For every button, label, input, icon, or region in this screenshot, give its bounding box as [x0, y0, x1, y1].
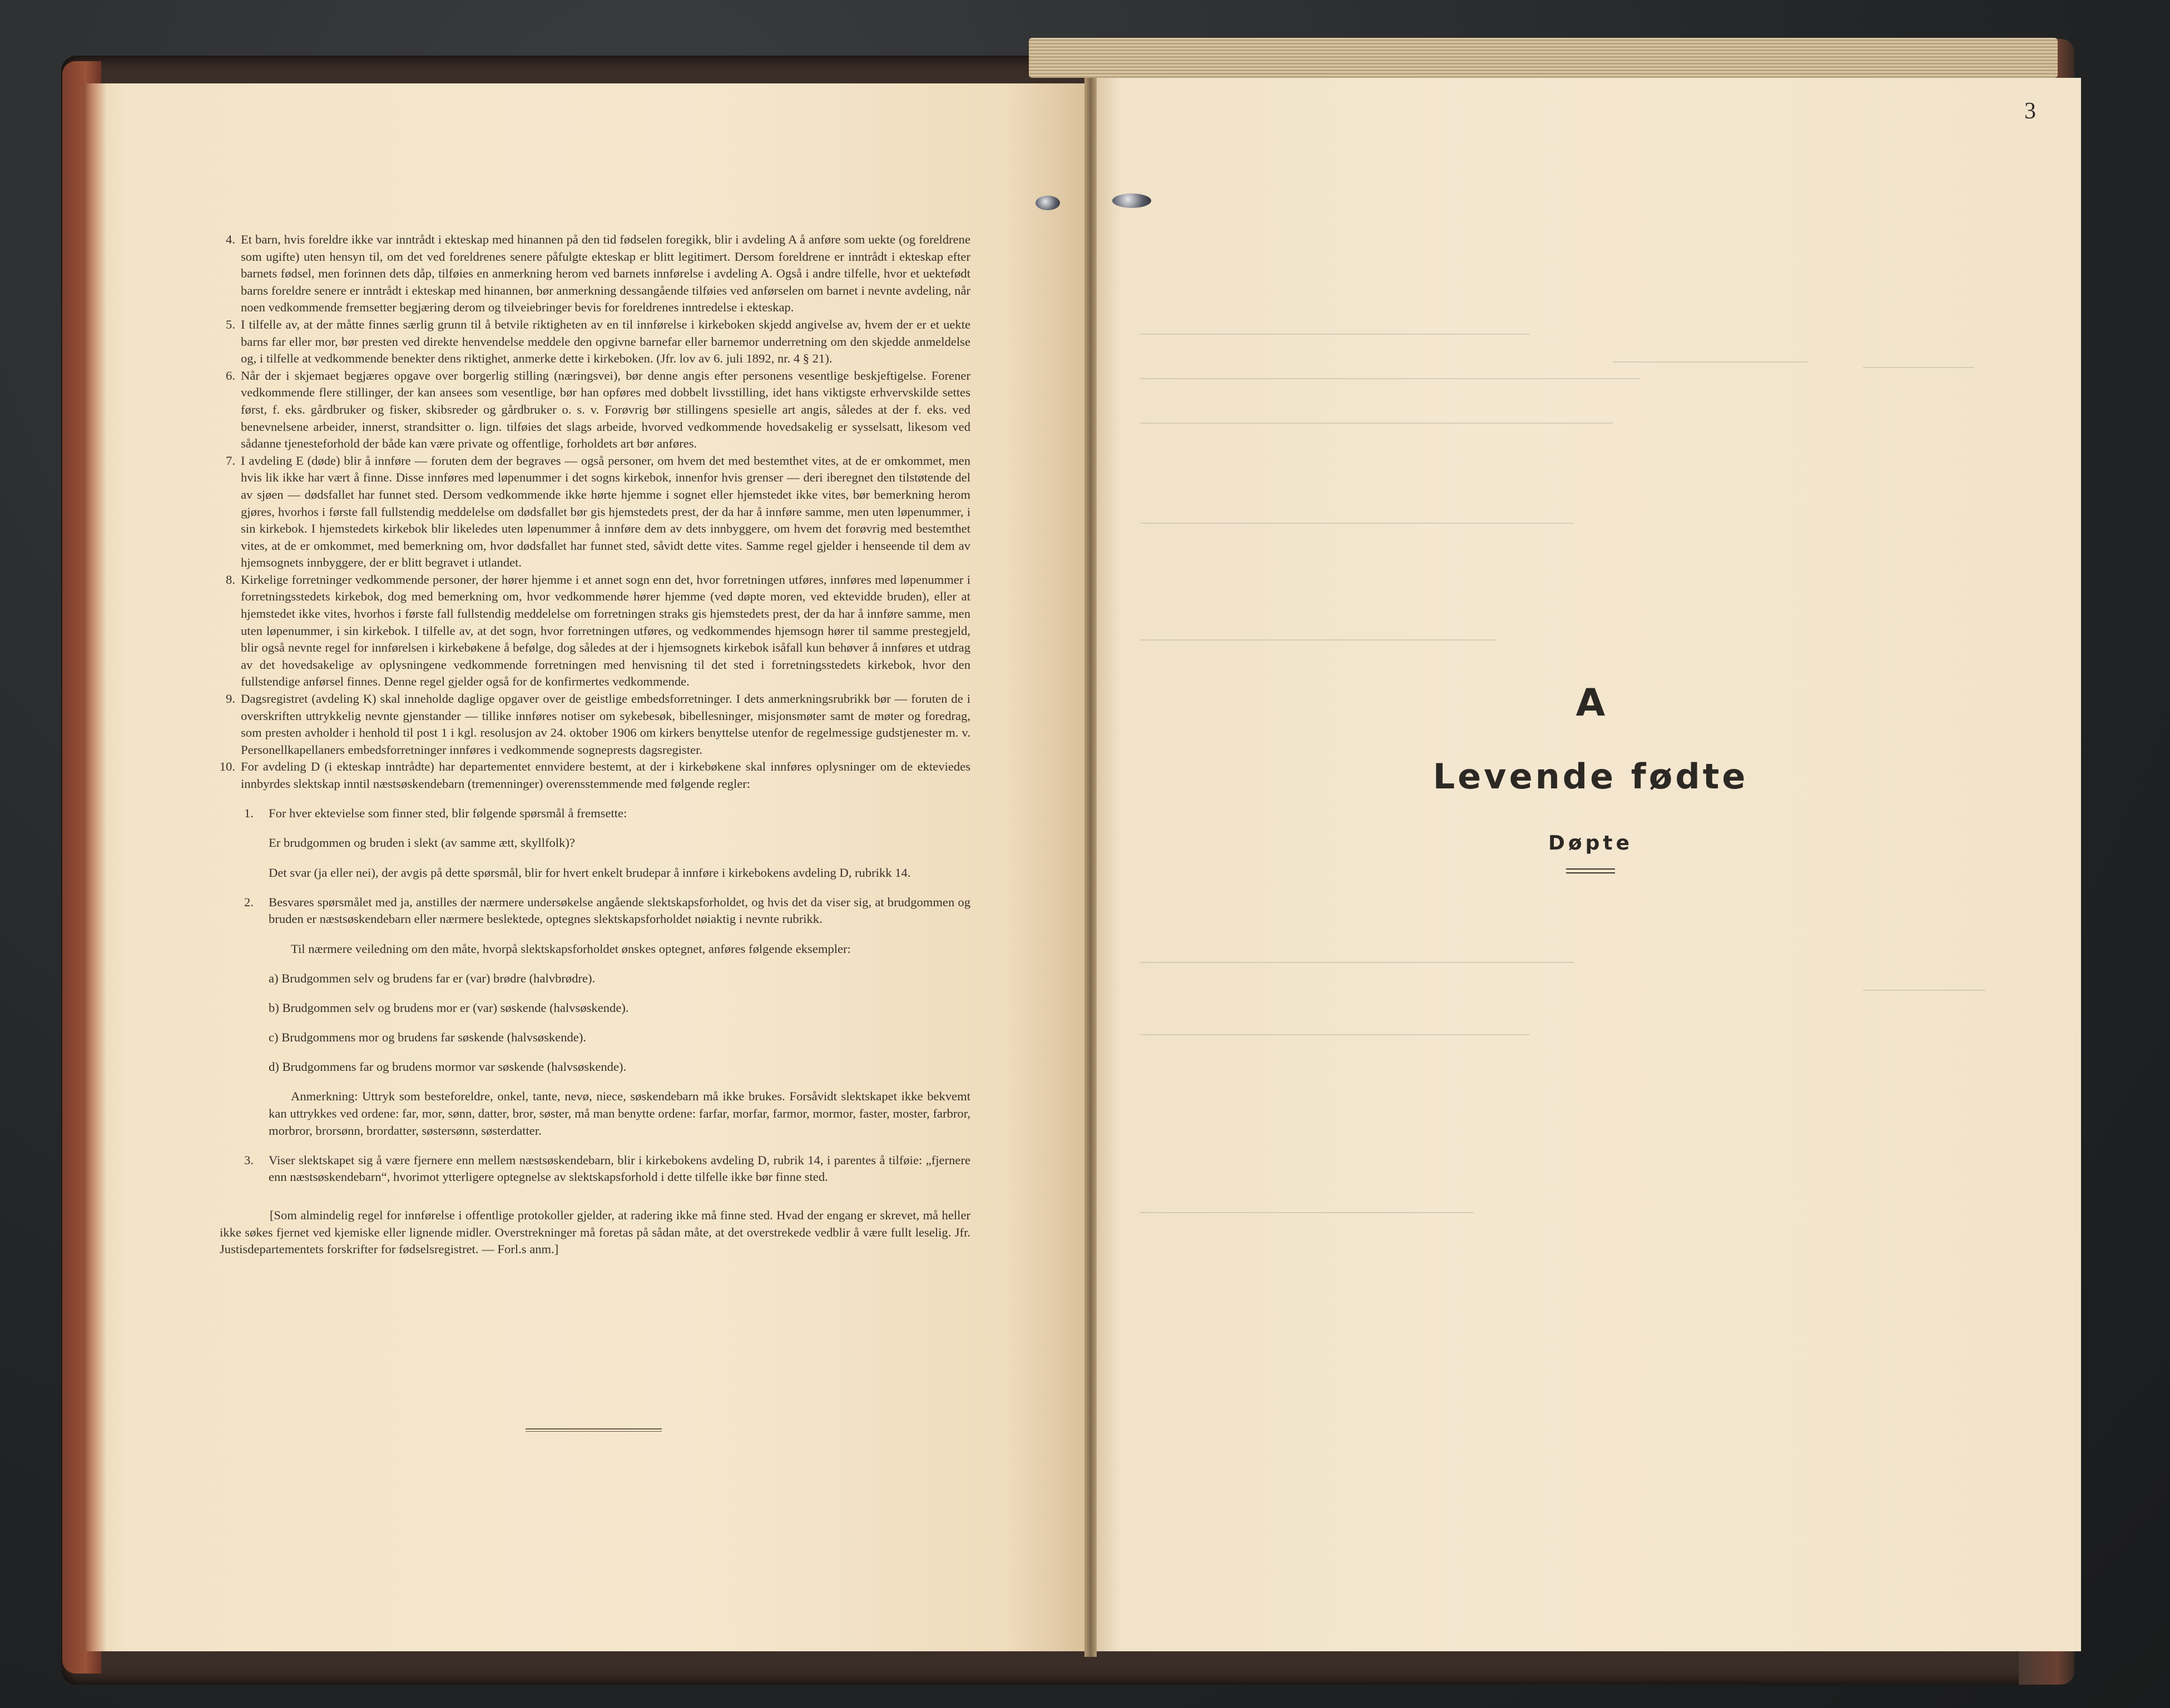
- sub-item-number: 1.: [244, 806, 254, 821]
- binding-pin-left: [1036, 196, 1060, 210]
- example-line: a) Brudgommen selv og brudens far er (var) brødre (halvbrødre).: [269, 971, 596, 985]
- sub-item-question: Er brudgommen og bruden i slekt (av samme ætt, skyllfolk)?: [269, 836, 575, 850]
- bleed-through-line: [1140, 639, 1496, 640]
- bleed-through-line: [1140, 334, 1529, 335]
- sub-item-text: Besvares spørsmålet med ja, anstilles der nærmere undersøkelse angående slektskapsforholdet, og hvis det da viser sig, at brudgommen og bruden er næstsøskendebarn eller nærmere beslektede, optegnes slektskapsforholdet nøiaktig i nevnte rubrikk.: [269, 895, 970, 926]
- sub-item-number: 3.: [244, 1153, 254, 1167]
- bleed-through-line: [1140, 962, 1574, 963]
- item-text: I tilfelle av, at der måtte finnes særlig grunn til å betvile riktigheten av en til innførelse i kirkeboken skjedd angivelse av, hvem der er et uekte barns far eller mor, bør presten ved direkte henvendelse meddele den opgivne barnefar eller barnemor underretning om den skjedde anmeldelse og, i tilfelle at vedkommende benekter dens riktighet, anmerke dette i kirkeboken. (Jfr. lov av 6. juli 1892, nr. 4 § 21).: [241, 317, 970, 366]
- instruction-item: [220, 453, 970, 572]
- instruction-item: [220, 316, 970, 368]
- sub-item-3: [220, 1152, 970, 1186]
- sub-item-1: [220, 805, 970, 822]
- closing-note: [Som almindelig regel for innførelse i offentlige protokoller gjelder, at radering ikke må finne sted. Hvad der engang er skrevet, må heller ikke søkes fjernet ved kjemiske eller lignende midler. Overstrekninger må foretas på sådan måte, at det overstrekede vedblir å være fullt leselig. Jfr. Justisdepartementets forskrifter for fødselsregistret. — Forl.s anm.]: [220, 1208, 970, 1257]
- item-number: 9.: [226, 692, 235, 706]
- instruction-item: [220, 758, 970, 792]
- item-number: 7.: [226, 453, 235, 468]
- bleed-through-line: [1140, 378, 1641, 379]
- sub-item-2: [220, 894, 970, 928]
- instructions-text: [220, 231, 970, 1270]
- page-number: 3: [2024, 98, 2036, 124]
- page-edges: [1029, 38, 2058, 78]
- item-number: 10.: [219, 759, 235, 774]
- item-number: 6.: [226, 368, 235, 383]
- divider-rule: [526, 1428, 662, 1432]
- book-gutter: [1084, 78, 1097, 1657]
- example-line: d) Brudgommens far og brudens mormor var søskende (halvsøskende).: [269, 1060, 627, 1074]
- instruction-item: [220, 691, 970, 758]
- bleed-through-line: [1863, 990, 1985, 991]
- item-text: Dagsregistret (avdeling K) skal inneholde daglige opgaver over de geistlige embedsforretninger. I dets anmerkningsrubrikk bør — foruten de i overskriften uttrykkelig nevnte gjenstander — tillike innføres notiser om sykebesøk, bibellesninger, misjonsmøter samt de møter og foredrag, som presten avholder i henhold til post 1 i kgl. resolusjon av 24. oktober 1906 om kirkers benyttelse utenfor de regelmessige gudstjenester m. v. Personellkapellaners embedsforretninger innføres i vedkommende sogneprests dagsregister.: [241, 692, 970, 757]
- item-text: Kirkelige forretninger vedkommende personer, der hører hjemme i et annet sogn enn det, hvor forretningen utføres, innføres med løpenummer i forretningsstedets kirkebok, dog med bemerkning om, hvor vedkommende hører hjemme (ved døpte moren, ved ektevidde bruden), eller at hjemstedet ikke vites, hvorhos i første fall fullstendig meddelelse om forretningen straks gis hjemstedets prest, der da har å innføre samme, men uten løpenummer, i sin kirkebok. I tilfelle av, at det sogn, hvor forretningen utføres, og vedkommendes hjemsogn hører til samme prestegjeld, blir også nevnte regel for innførelsen i kirkebøkene å befølge, dog således at der i hjemsognets kirkebok isåfall kun behøver å innføres et utdrag av det hovedsakelige av oplysningene vedkommende forretningen med henvisning til det sted i forretningsstedets kirkebok, hvor den fullstendige anførsel finnes. Denne regel gjelder også for de konfirmertes vedkommende.: [241, 572, 970, 689]
- instruction-item: [220, 231, 970, 316]
- section-title: Levende fødte: [1433, 756, 1748, 797]
- right-page: [1091, 78, 2081, 1651]
- item-text: Et barn, hvis foreldre ikke var inntrådt i ekteskap med hinannen på den tid fødselen foregikk, blir i avdeling A å anføre som uekte (og foreldrene som ugifte) uten hensyn til, om det ved foreldrenes senere påfulgte ekteskap er blitt legitimert. Dersom foreldrene er inntrådt i ekteskap efter barnets fødsel, men forinnen dets dåp, tilføies en anmerkning herom ved barnets innførelse i avdeling A. Også i andre tilfelle, hvor et uektefødt barns foreldre senere er inntrådt i ekteskap med hinannen, bør anmerkning dessangående tilføies ved anførselen om barnet i nevnte avdeling, når noen vedkommende fremsetter begjæring derom og tilveiebringer bevis for foreldrenes inntredelse i ekteskap.: [241, 232, 970, 315]
- sub-item-number: 2.: [244, 895, 254, 909]
- remark: Anmerkning: Uttryk som besteforeldre, onkel, tante, nevø, niece, søskendebarn må ikke brukes. Forsåvidt slektskapet ikke bekvemt kan uttrykkes ved ordene: far, mor, sønn, datter, bror, søster, må man benytte ordene: farfar, morfar, farmor, mormor, faster, moster, farbror, morbror, brorsønn, brordatter, søstersønn, søsterdatter.: [269, 1089, 970, 1138]
- section-subtitle: Døpte: [1548, 832, 1633, 855]
- binding-pin-right: [1112, 193, 1151, 208]
- item-text: I avdeling E (døde) blir å innføre — foruten dem der begraves — også personer, om hvem det med bestemthet vites, at de er omkommet, men hvis lik ikke har vært å finne. Disse innføres med løpenummer i det sogns kirkebok, innenfor hvis grenser — deri iberegnet den tilstøtende del av sjøen — dødsfallet har funnet sted. Dersom vedkommende ikke hørte hjemme i sognet eller hjemstedet ikke vites, bør bemerkning herom gjøres, hvorhos i første fall fullstendig meddelelse om dødsfallet bør gis hjemstedets prest, der da har å innføre samme, men uten løpenummer, i sin kirkebok. I hjemstedets kirkebok blir likeledes uten løpenummer å innføre dem av dets innbyggere, om hvem det forøvrig med bestemthet vites, at de er omkommet, med bemerkning om, hvor dødsfallet har funnet sted, såvidt dette vites. Samme regel gjelder i henseende til dem av hjemsognets innbyggere, der er blitt begravet i utlandet.: [241, 453, 970, 570]
- sub-item-text: Viser slektskapet sig å være fjernere enn mellem næstsøskendebarn, blir i kirkebokens avdeling D, rubrik 14, i parentes å tilføie: „fjernere enn næstsøskendebarn“, hvorimot ytterligere optegnelse av slektskapsforhold i dette tilfelle ikke bør finne sted.: [269, 1153, 970, 1184]
- item-number: 8.: [226, 572, 235, 587]
- instruction-item: [220, 572, 970, 691]
- section-letter: A: [1576, 681, 1606, 725]
- sub-item-guidance: Til nærmere veiledning om den måte, hvorpå slektskapsforholdet ønskes optegnet, anføres følgende eksempler:: [291, 941, 851, 956]
- sub-item-answer: Det svar (ja eller nei), der avgis på dette spørsmål, blir for hvert enkelt brudepar å innføre i kirkebokens avdeling D, rubrikk 14.: [269, 865, 911, 880]
- instruction-item: [220, 368, 970, 453]
- bleed-through-line: [1140, 423, 1613, 424]
- example-line: b) Brudgommen selv og brudens mor er (var) søskende (halvsøskende).: [269, 1000, 629, 1015]
- example-line: c) Brudgommens mor og brudens far søskende (halvsøskende).: [269, 1030, 586, 1045]
- title-rule: [1566, 868, 1615, 873]
- left-page-edge: [83, 83, 106, 1651]
- bleed-through-line: [1140, 1034, 1529, 1035]
- item-text: Når der i skjemaet begjæres opgave over borgerlig stilling (næringsvei), bør denne angis efter personens vesentlige beskjeftigelse. Forener vedkommende flere stillinger, der kan ansees som vesentlige, bør han opføres med dobbelt livsstilling, idet hans viktigste erhvervskilde settes først, f. eks. gårdbruker og fisker, skibsreder og gårdbruker o. s. v. Forøvrig bør stillingens spesielle art angis, således at der f. eks. ved benevnelsene arbeider, innerst, strandsitter o. lign. tilføies det slags arbeide, hvorved vedkommende hovedsakelig er sysselsatt, likesom ved sådanne tjenesteforhold der både kan være private og offentlige, forholdets art bør anføres.: [241, 368, 970, 451]
- bleed-through-line: [1140, 1212, 1474, 1213]
- item-number: 4.: [226, 232, 235, 246]
- sub-item-text: For hver ektevielse som finner sted, blir følgende spørsmål å fremsette:: [269, 806, 627, 821]
- bleed-through-line: [1863, 367, 1974, 368]
- bleed-through-line: [1613, 361, 1807, 363]
- item-text: For avdeling D (i ekteskap inntrådte) har departementet ennvidere bestemt, at der i kirkebøkene skal innføres oplysninger om de ekteviedes innbyrdes slektskap inntil næstsøskendebarn (tremenninger) overensstemmende med følgende regler:: [241, 759, 970, 791]
- item-number: 5.: [226, 317, 235, 331]
- bleed-through-line: [1140, 523, 1574, 524]
